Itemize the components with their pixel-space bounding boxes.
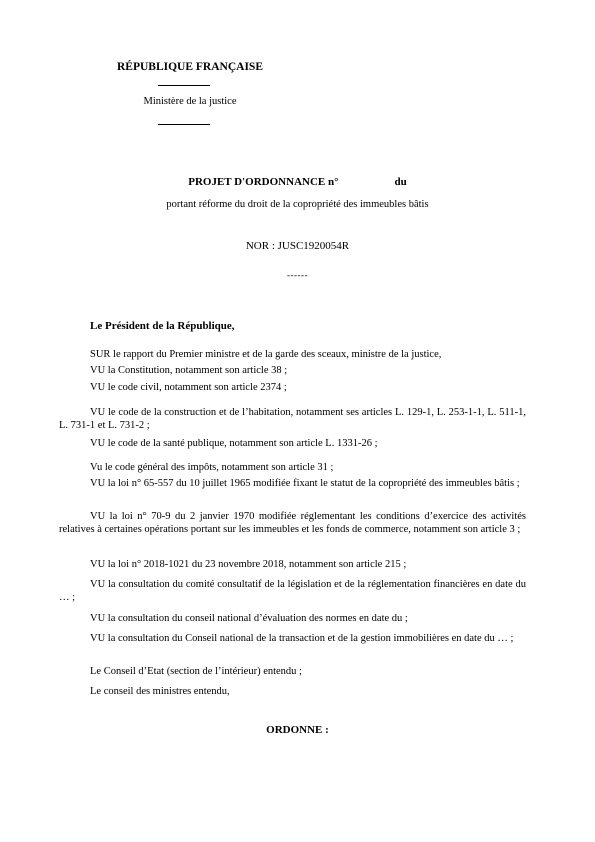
visa-loi-2018: VU la loi n° 2018-1021 du 23 novembre 2018, notamment son article 215 ; — [90, 559, 407, 570]
president-line: Le Président de la République, — [90, 320, 235, 332]
ministry-name: Ministère de la justice — [143, 96, 237, 107]
ordinance-subject: portant réforme du droit de la copropriété des immeubles bâtis — [166, 199, 429, 210]
visa-code-sante: VU le code de la santé publique, notamment son article L. 1331-26 ; — [90, 438, 378, 449]
visa-constitution: VU la Constitution, notamment son article 38 ; — [90, 365, 288, 376]
visa-conseil-etat: Le Conseil d’Etat (section de l’intérieur) entendu ; — [90, 666, 302, 677]
visa-loi-1965: VU la loi n° 65-557 du 10 juillet 1965 modifiée fixant le statut de la copropriété des immeubles bâtis ; — [90, 478, 520, 489]
ordonne-heading: ORDONNE : — [266, 724, 329, 736]
visa-code-impots: Vu le code général des impôts, notamment son article 31 ; — [90, 462, 334, 473]
ordinance-title — [0, 176, 595, 188]
ordinance-title-label: PROJET D'ORDONNANCE n° — [188, 176, 339, 188]
visa-consultation-cntgi: VU la consultation du Conseil national de la transaction et de la gestion immobilières en date du … ; — [90, 633, 514, 644]
visa-conseil-ministres: Le conseil des ministres entendu, — [90, 686, 230, 697]
visa-consultation-ccsf: VU la consultation du comité consultatif de la législation et de la réglementation financières en date du … ; — [59, 579, 526, 603]
republic-heading: RÉPUBLIQUE FRANÇAISE — [116, 61, 263, 73]
nor-reference: NOR : JUSC1920054R — [245, 240, 350, 252]
separator: ------ — [287, 270, 308, 280]
visa-code-construction: VU le code de la construction et de l’habitation, notamment ses articles L. 129-1, L. 253-1-1, L. 511-1, L. 731-1 et L. 731-2 ; — [59, 407, 526, 431]
header-rule-1 — [158, 85, 210, 86]
visa-consultation-cnen: VU la consultation du conseil national d’évaluation des normes en date du ; — [90, 613, 408, 624]
ordinance-title-du: du — [394, 176, 407, 188]
visa-loi-1970: VU la loi n° 70-9 du 2 janvier 1970 modifiée réglementant les conditions d’exercice des activités relatives à certaines opérations portant sur les immeubles et les fonds de commerce, notamment son article 3 ; — [59, 511, 526, 535]
visa-rapport: SUR le rapport du Premier ministre et de la garde des sceaux, ministre de la justice, — [90, 349, 442, 360]
header-rule-2 — [158, 124, 210, 125]
visa-code-civil: VU le code civil, notamment son article 2374 ; — [90, 382, 287, 393]
